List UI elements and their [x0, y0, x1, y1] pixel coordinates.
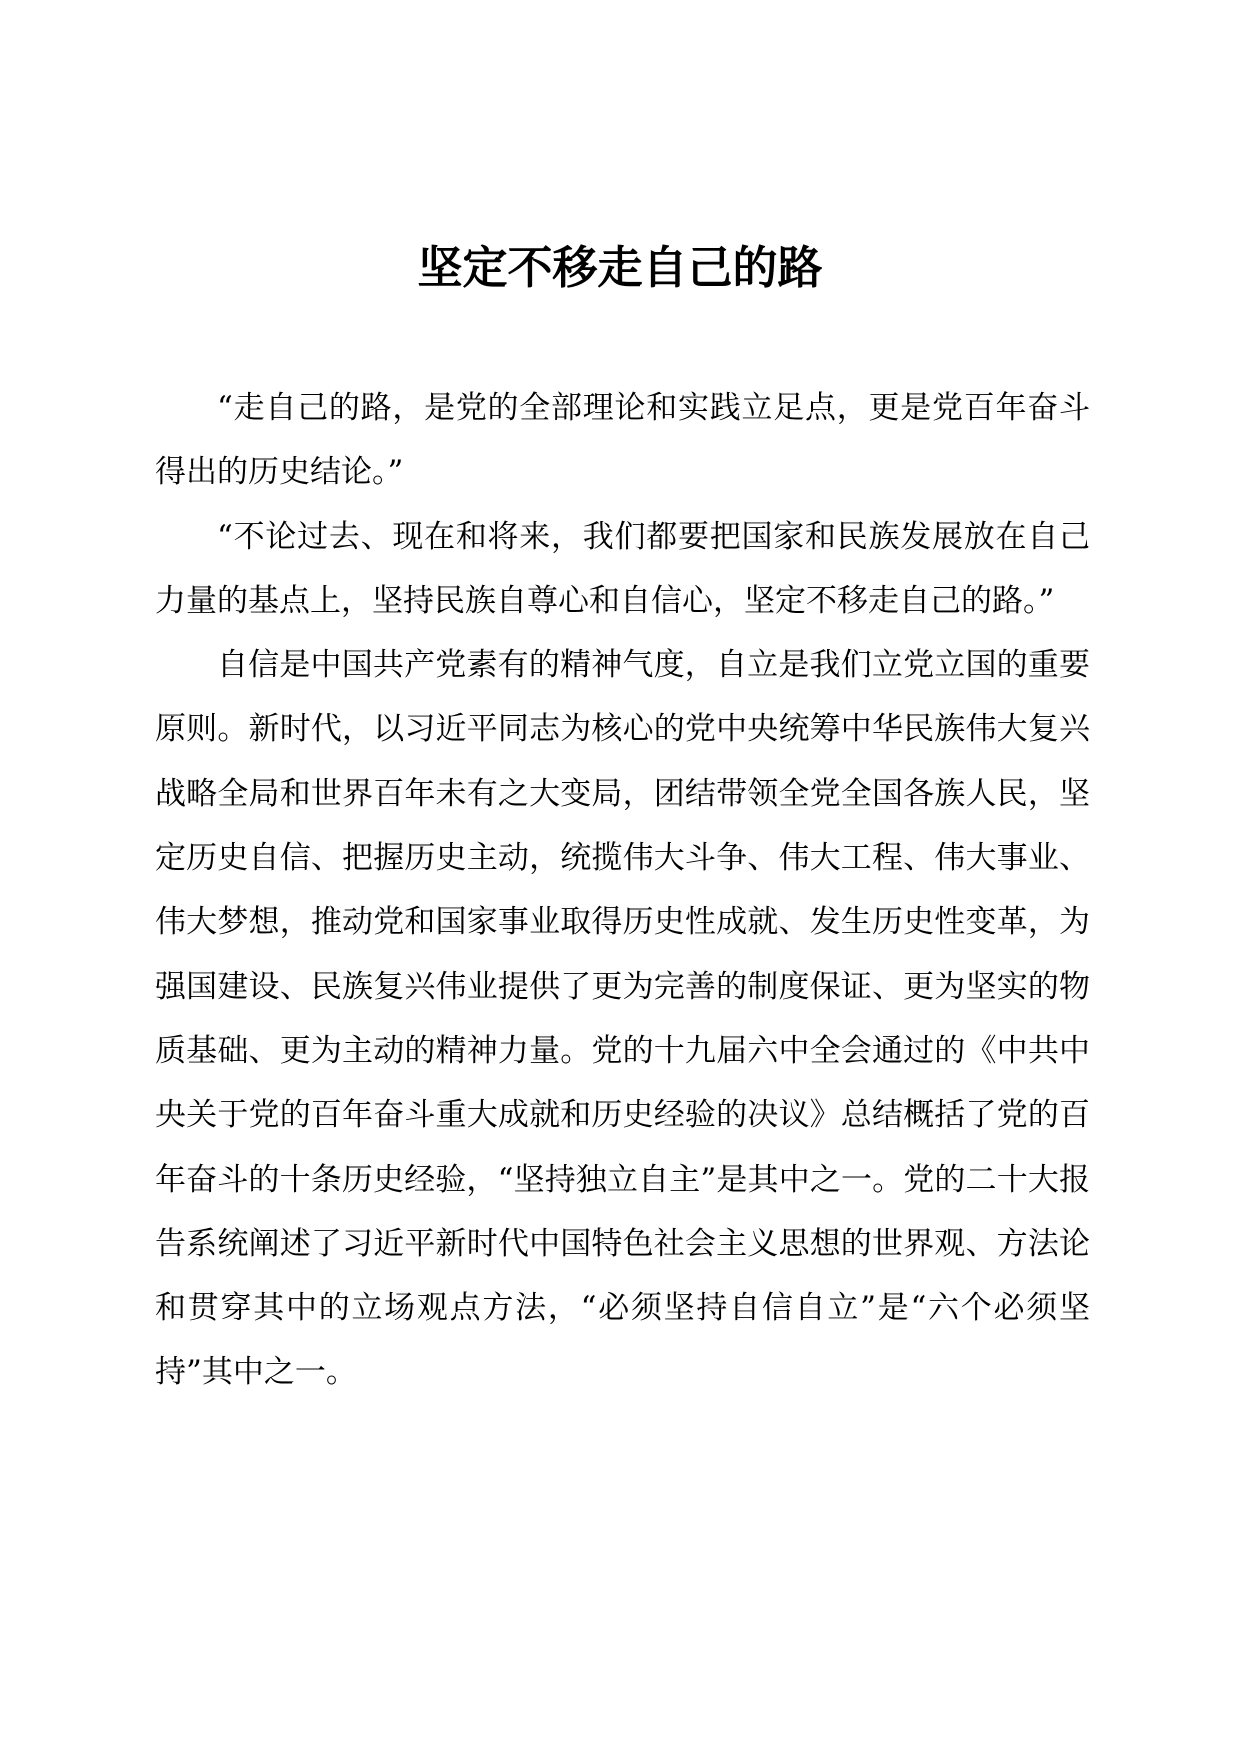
document-title: 坚定不移走自己的路 — [417, 241, 823, 294]
paragraph-2: “不论过去、现在和将来，我们都要把国家和民族发展放在自己力量的基点上，坚持民族自尊心和自信心，坚定不移走自己的路。” — [155, 518, 1090, 619]
paragraph-3: 自信是中国共产党素有的精神气度，自立是我们立党立国的重要原则。新时代，以习近平同志为核心的党中央统筹中华民族伟大复兴战略全局和世界百年未有之大变局，团结带领全党全国各族人民，坚定历史自信、把握历史主动，统揽伟大斗争、伟大工程、伟大事业、伟大梦想，推动党和国家事业取得历史性成就、发生历史性变革，为强国建设、民族复兴伟业提供了更为完善的制度保证、更为坚实的物质基础、更为主动的精神力量。党的十九届六中全会通过的《中共中央关于党的百年奋斗重大成就和历史经验的决议》总结概括了党的百年奋斗的十条历史经验，“坚持独立自主”是其中之一。党的二十大报告系统阐述了习近平新时代中国特色社会主义思想的世界观、方法论和贯穿其中的立场观点方法，“必须坚持自信自立”是“六个必须坚持”其中之一。 — [155, 647, 1090, 1391]
paragraph-1: “走自己的路，是党的全部理论和实践立足点，更是党百年奋斗得出的历史结论。” — [155, 390, 1090, 491]
document-body — [155, 376, 1090, 1405]
